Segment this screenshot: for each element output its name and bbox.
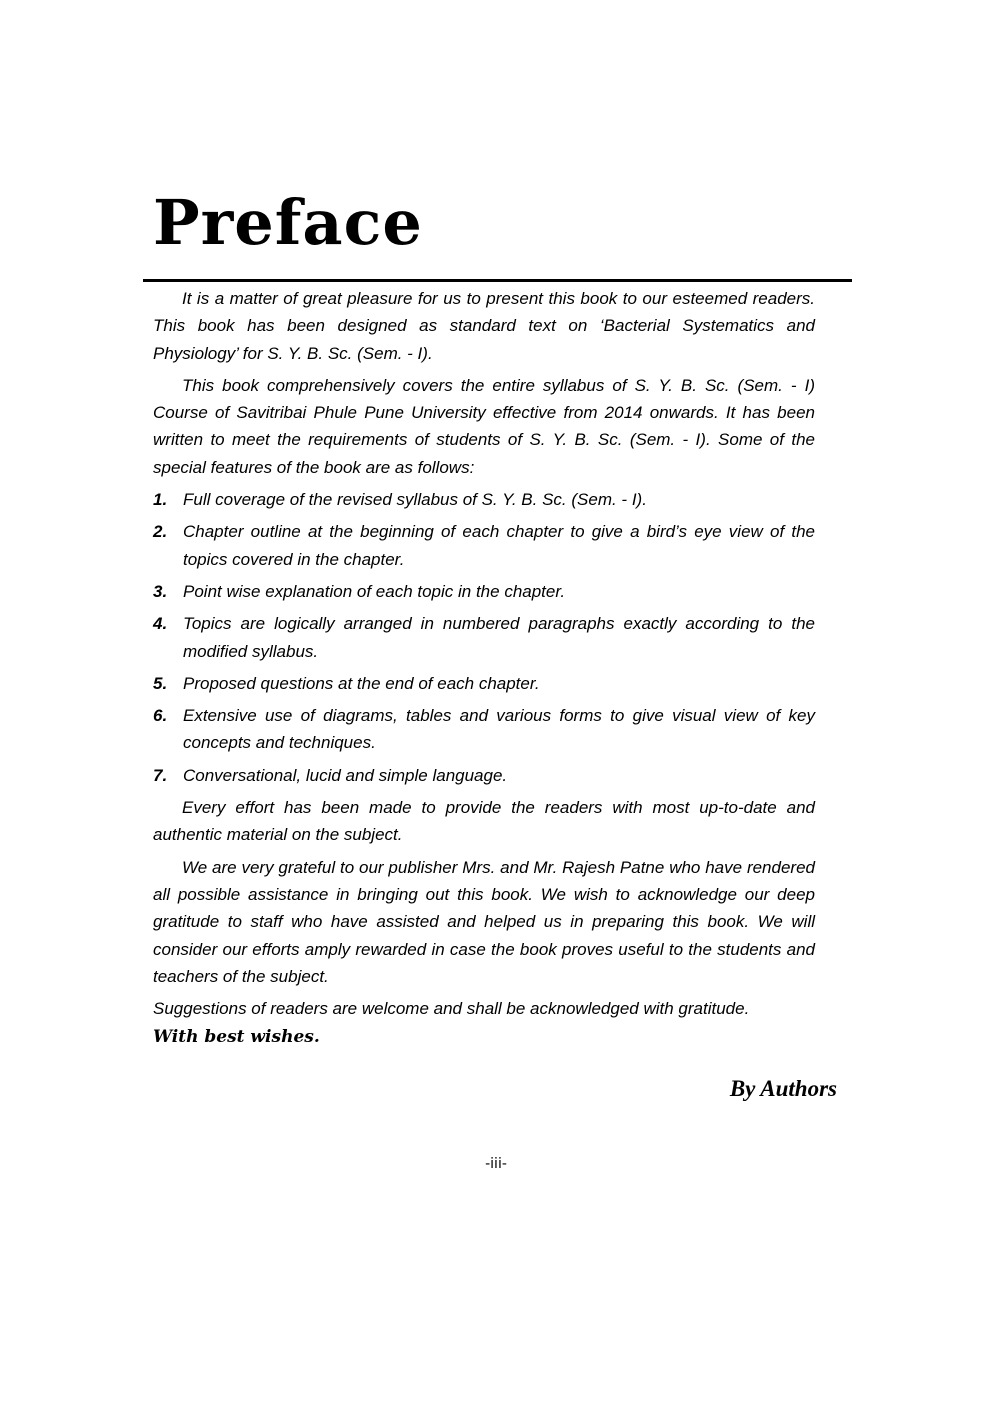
title-divider	[143, 279, 852, 282]
signoff-authors: By Authors	[729, 1076, 837, 1101]
list-item-text: Conversational, lucid and simple language.	[183, 765, 508, 785]
list-item-text: Full coverage of the revised syllabus of S. Y. B. Sc. (Sem. - I).	[183, 490, 647, 510]
list-item-number: 4.	[153, 614, 168, 634]
intro-paragraph-1: It is a matter of great pleasure for us to present this book to our esteemed readers. This book has been designed as standard text on ‘Bacterial Systematics and Physiology’ for S. Y. B. Sc. (Sem. - I).	[153, 289, 815, 363]
page-number: -iii-	[485, 1156, 507, 1172]
closing-paragraph-1: Every effort has been made to provide the readers with most up-to-date and authentic material on the subject.	[153, 798, 815, 845]
list-item	[153, 670, 815, 697]
list-item	[153, 610, 815, 665]
list-item	[153, 762, 815, 789]
preface-body	[153, 285, 815, 1052]
list-item-number: 1.	[153, 490, 168, 510]
list-item-text: Point wise explanation of each topic in the chapter.	[183, 581, 566, 601]
list-item	[153, 486, 815, 513]
list-item-number: 2.	[153, 522, 168, 542]
page-title: Preface	[153, 186, 423, 259]
list-item	[153, 702, 815, 757]
closing-paragraph-2: We are very grateful to our publisher Mrs. and Mr. Rajesh Patne who have rendered all possible assistance in bringing out this book. We wish to acknowledge our deep gratitude to staff who have assisted and helped us in preparing this book. We will consider our efforts amply rewarded in case the book proves useful to the students and teachers of the subject.	[153, 857, 815, 986]
suggestions-line: Suggestions of readers are welcome and shall be acknowledged with gratitude.	[153, 999, 750, 1019]
intro-paragraph-2: This book comprehensively covers the entire syllabus of S. Y. B. Sc. (Sem. - I) Course of Savitribai Phule Pune University effective from 2014 onwards. It has been written to meet the requirements of students of S. Y. B. Sc. (Sem. - I). Some of the special features of the book are as follows:	[153, 375, 815, 477]
list-item	[153, 518, 815, 573]
list-item-text: Topics are logically arranged in numbered paragraphs exactly according to the modified syllabus.	[183, 614, 815, 661]
list-item	[153, 578, 815, 605]
list-item-text: Chapter outline at the beginning of each chapter to give a bird’s eye view of the topics covered in the chapter.	[183, 522, 815, 569]
list-item-text: Extensive use of diagrams, tables and various forms to give visual view of key concepts and techniques.	[183, 706, 815, 753]
list-item-number: 6.	[153, 706, 168, 726]
features-list	[153, 486, 815, 789]
list-item-text: Proposed questions at the end of each chapter.	[183, 673, 540, 693]
list-item-number: 5.	[153, 673, 168, 693]
list-item-number: 3.	[153, 581, 168, 601]
best-wishes: With best wishes.	[153, 1027, 320, 1048]
list-item-number: 7.	[153, 765, 168, 785]
